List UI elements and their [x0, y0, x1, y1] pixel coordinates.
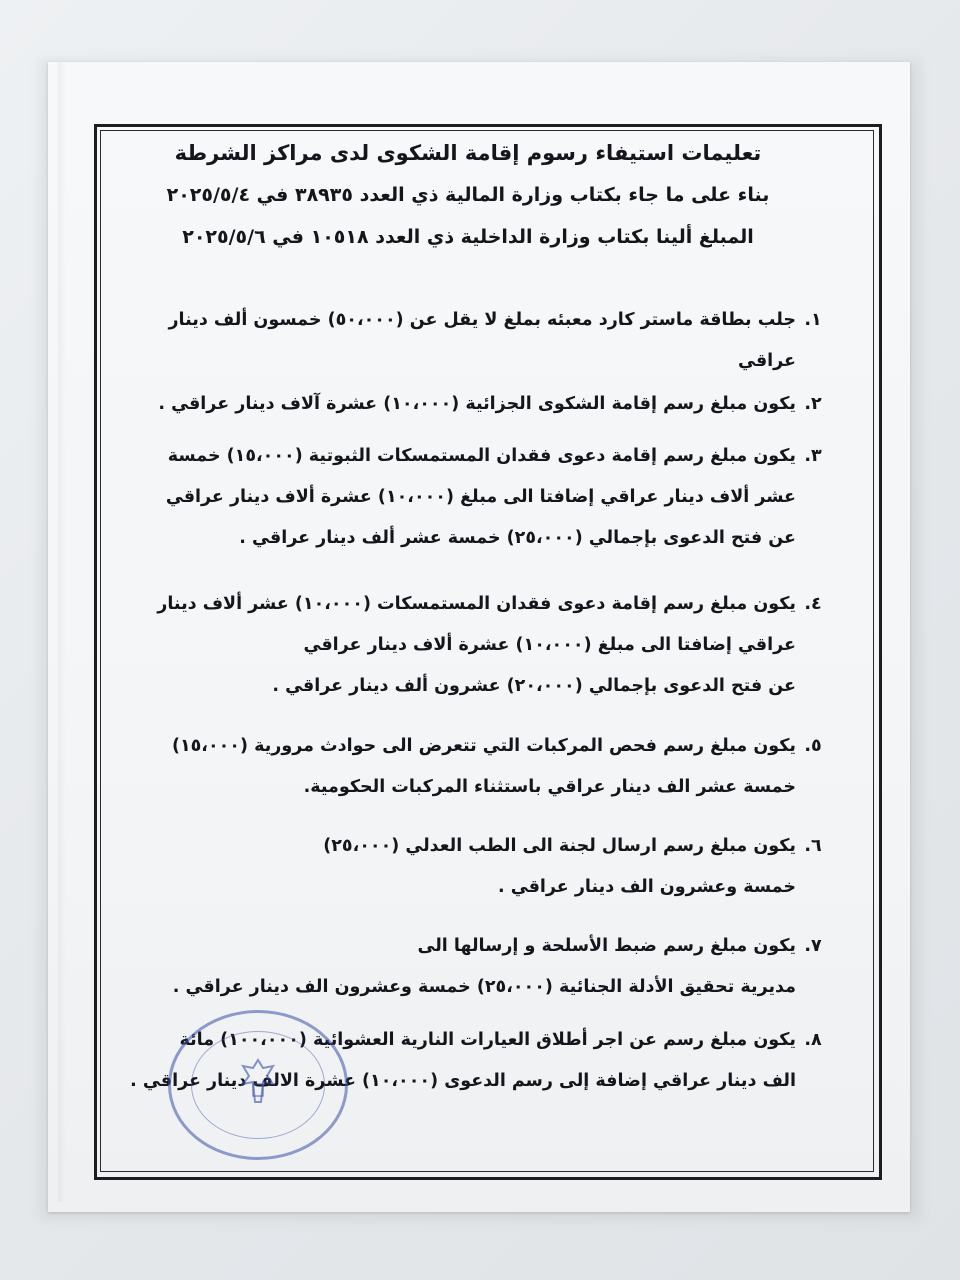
item-line [112, 726, 824, 767]
instruction-item-7 [112, 926, 824, 1008]
paper-edge-shadow [58, 62, 66, 1202]
item-line: خمسة عشر الف دينار عراقي باستثناء المركبات الحكومية. [303, 777, 796, 797]
item-number: ٥. [804, 736, 822, 756]
item-line: عراقي إضافتا الى مبلغ (١٠،٠٠٠) عشرة ألاف دينار عراقي [303, 635, 796, 655]
instruction-item-1 [112, 300, 824, 382]
item-text: يكون مبلغ رسم إقامة الشكوى الجزائية (١٠،٠٠٠) عشرة آلاف دينار عراقي . [158, 394, 796, 414]
intro-line-1: بناء على ما جاء بكتاب وزارة المالية ذي العدد ٣٨٩٣٥ في ٢٠٢٥/٥/٤ [166, 184, 770, 206]
item-line: مديرية تحقيق الأدلة الجنائية (٢٥،٠٠٠) خمسة وعشرون الف دينار عراقي . [172, 977, 796, 997]
instruction-item-6 [112, 826, 824, 908]
item-text: يكون مبلغ رسم فحص المركبات التي تتعرض الى حوادث مرورية (١٥،٠٠٠) [171, 736, 796, 756]
document-title: تعليمات استيفاء رسوم إقامة الشكوى لدى مراكز الشرطة [174, 141, 762, 165]
item-number: ٣. [804, 446, 822, 466]
instruction-item-4 [112, 584, 824, 707]
item-line: عن فتح الدعوى بإجمالي (٢٥،٠٠٠) خمسة عشر ألف دينار عراقي . [239, 528, 796, 548]
item-line [112, 384, 824, 425]
item-line: خمسة وعشرون الف دينار عراقي . [498, 877, 796, 897]
item-number: ٢. [804, 394, 822, 414]
item-line [112, 826, 824, 867]
instruction-item-3 [112, 436, 824, 559]
item-text: يكون مبلغ رسم إقامة دعوى فقدان المستمسكات الثبوتية (١٥،٠٠٠) خمسة [167, 446, 796, 466]
item-number: ٨. [804, 1030, 822, 1050]
item-text: جلب بطاقة ماستر كارد معبئه بملغ لا يقل عن (٥٠،٠٠٠) خمسون ألف دينار [168, 310, 796, 330]
item-number: ١. [804, 310, 822, 330]
item-number: ٧. [804, 936, 822, 956]
item-line [112, 300, 824, 341]
intro-line-2: المبلغ ألينا بكتاب وزارة الداخلية ذي العدد ١٠٥١٨ في ٢٠٢٥/٥/٦ [182, 226, 754, 248]
item-number: ٤. [804, 594, 822, 614]
eagle-emblem-icon [239, 1058, 277, 1104]
instruction-item-5 [112, 726, 824, 808]
item-line [112, 584, 824, 625]
item-line: عن فتح الدعوى بإجمالي (٢٠،٠٠٠) عشرون ألف دينار عراقي . [272, 676, 796, 696]
instruction-item-2 [112, 384, 824, 425]
item-line: الف دينار عراقي إضافة إلى رسم الدعوى (١٠،٠٠٠) عشرة الالف دينار عراقي . [130, 1071, 796, 1091]
item-line [112, 926, 824, 967]
item-text: يكون مبلغ رسم ضبط الأسلحة و إرسالها الى [417, 936, 796, 956]
item-line: عراقي [737, 351, 796, 371]
item-line [112, 436, 824, 477]
official-stamp-icon [168, 1010, 348, 1160]
item-text: يكون مبلغ رسم ارسال لجنة الى الطب العدلي (٢٥،٠٠٠) [323, 836, 796, 856]
item-line: عشر ألاف دينار عراقي إضافتا الى مبلغ (١٠،٠٠٠) عشرة ألاف دينار عراقي [165, 487, 796, 507]
item-number: ٦. [804, 836, 822, 856]
item-text: يكون مبلغ رسم إقامة دعوى فقدان المستمسكات (١٠،٠٠٠) عشر ألاف دينار [157, 594, 796, 614]
item-text: يكون مبلغ رسم عن اجر أطلاق العيارات النارية العشوائية (١٠٠،٠٠٠) مائة [179, 1030, 796, 1050]
